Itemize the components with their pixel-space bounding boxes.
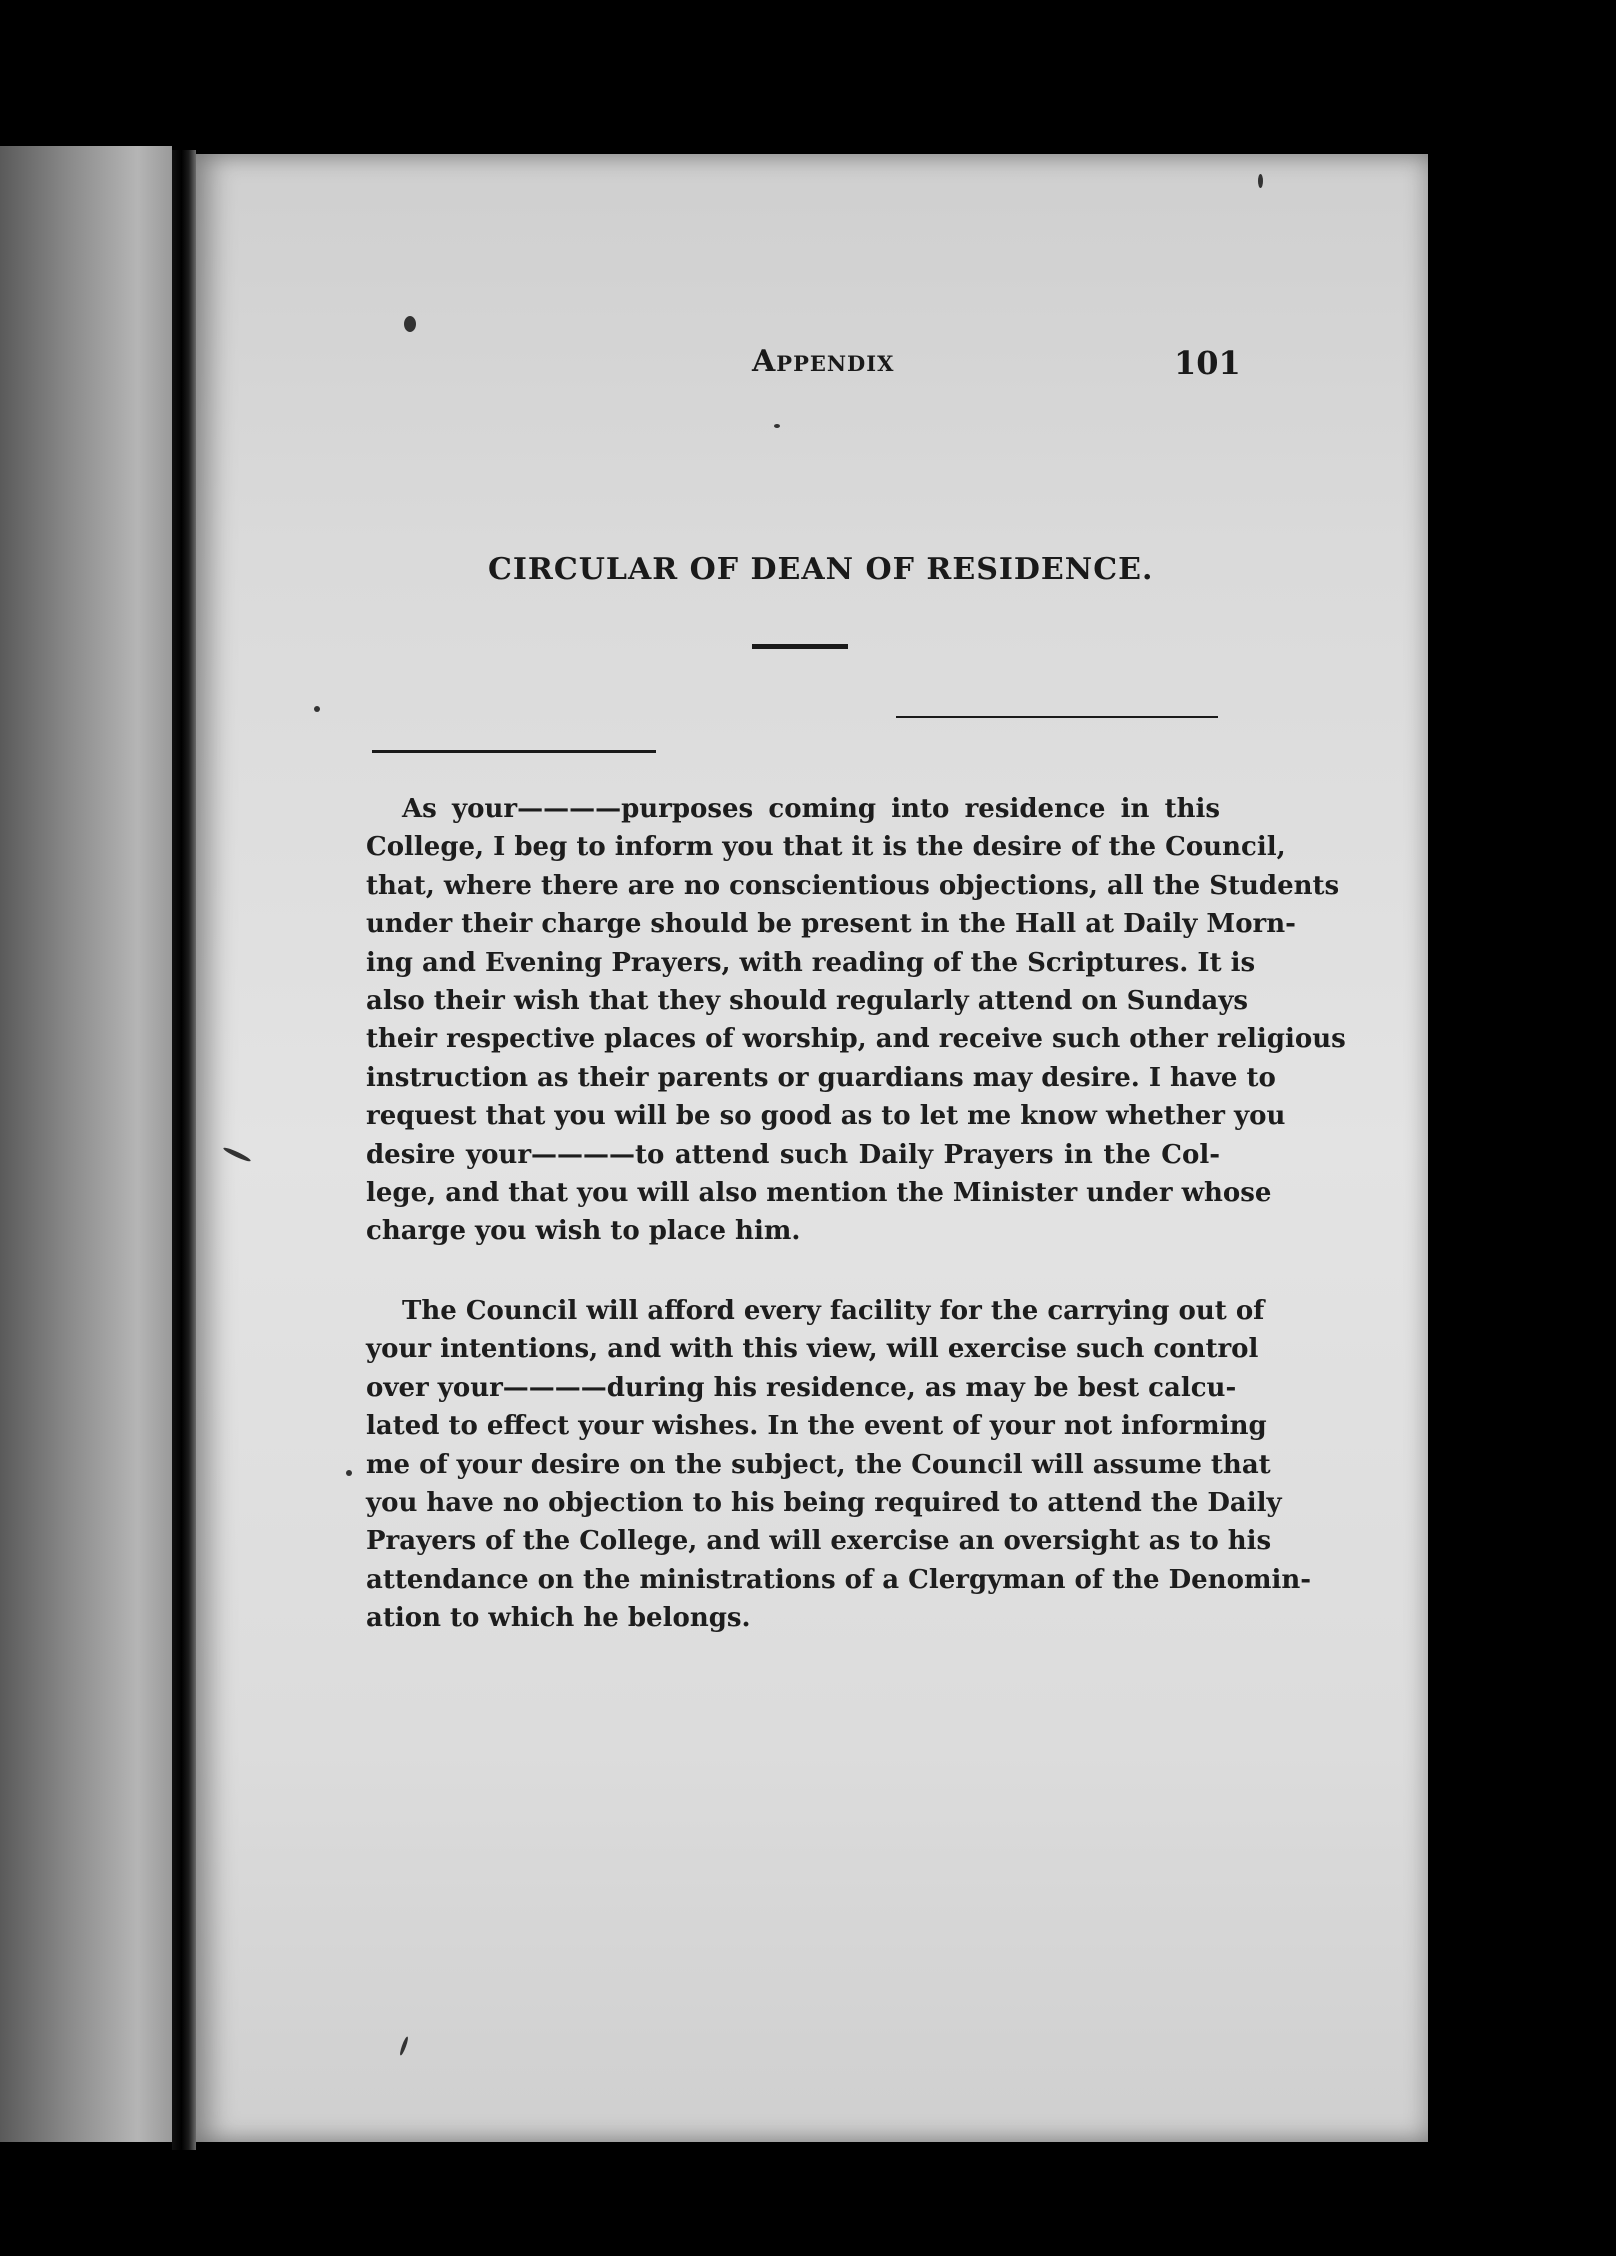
text-line: As your————purposes coming into residence in this: [402, 794, 1220, 824]
text-line: ing and Evening Prayers, with reading of the Scriptures. It is: [366, 947, 1256, 978]
text-line: College, I beg to inform you that it is the desire of the Council,: [366, 832, 1286, 863]
text-line: me of your desire on the subject, the Council will assume that: [366, 1449, 1271, 1480]
text-line: Prayers of the College, and will exercise an oversight as to his: [366, 1526, 1272, 1557]
page-number: 101: [1174, 344, 1241, 382]
text-line: attendance on the ministrations of a Clergyman of the Denomin-: [366, 1564, 1312, 1595]
text-line: The Council will afford every facility for the carrying out of: [402, 1296, 1265, 1326]
text-line: instruction as their parents or guardians may desire. I have to: [366, 1062, 1276, 1093]
text-line: charge you wish to place him.: [366, 1216, 801, 1247]
page-title: CIRCULAR OF DEAN OF RESIDENCE.: [488, 552, 1154, 587]
signature-line-left: [372, 750, 656, 753]
text-line: request that you will be so good as to let me know whether you: [366, 1101, 1286, 1132]
text-line: lege, and that you will also mention the Minister under whose: [366, 1178, 1272, 1209]
text-line: lated to effect your wishes. In the event of your not informing: [366, 1411, 1267, 1442]
text-line: you have no objection to his being required to attend the Daily: [366, 1488, 1282, 1519]
ink-speck: [346, 1470, 352, 1476]
ink-speck: [774, 424, 780, 428]
paragraph-2: [366, 1292, 1312, 1638]
facing-page-edge: [0, 146, 172, 2142]
text-line: your intentions, and with this view, will exercise such control: [366, 1334, 1259, 1365]
book-gutter: [172, 150, 196, 2150]
title-rule: [752, 644, 848, 649]
text-line: under their charge should be present in the Hall at Daily Morn-: [366, 909, 1296, 940]
ink-speck: [314, 706, 320, 712]
text-line: ation to which he belongs.: [366, 1603, 751, 1634]
signature-line-right: [896, 716, 1218, 718]
text-line: desire your————to attend such Daily Prayers in the Col-: [366, 1139, 1220, 1170]
text-line: also their wish that they should regularly attend on Sundays: [366, 986, 1248, 1017]
ink-speck: [1258, 174, 1263, 188]
text-line: their respective places of worship, and receive such other religious: [366, 1024, 1346, 1055]
ink-speck: [404, 316, 416, 332]
text-line: that, where there are no conscientious objections, all the Students: [366, 870, 1340, 901]
running-head: Appendix: [752, 344, 895, 379]
text-line: over your————during his residence, as may be best calcu-: [366, 1372, 1237, 1403]
paragraph-1: [366, 790, 1346, 1251]
